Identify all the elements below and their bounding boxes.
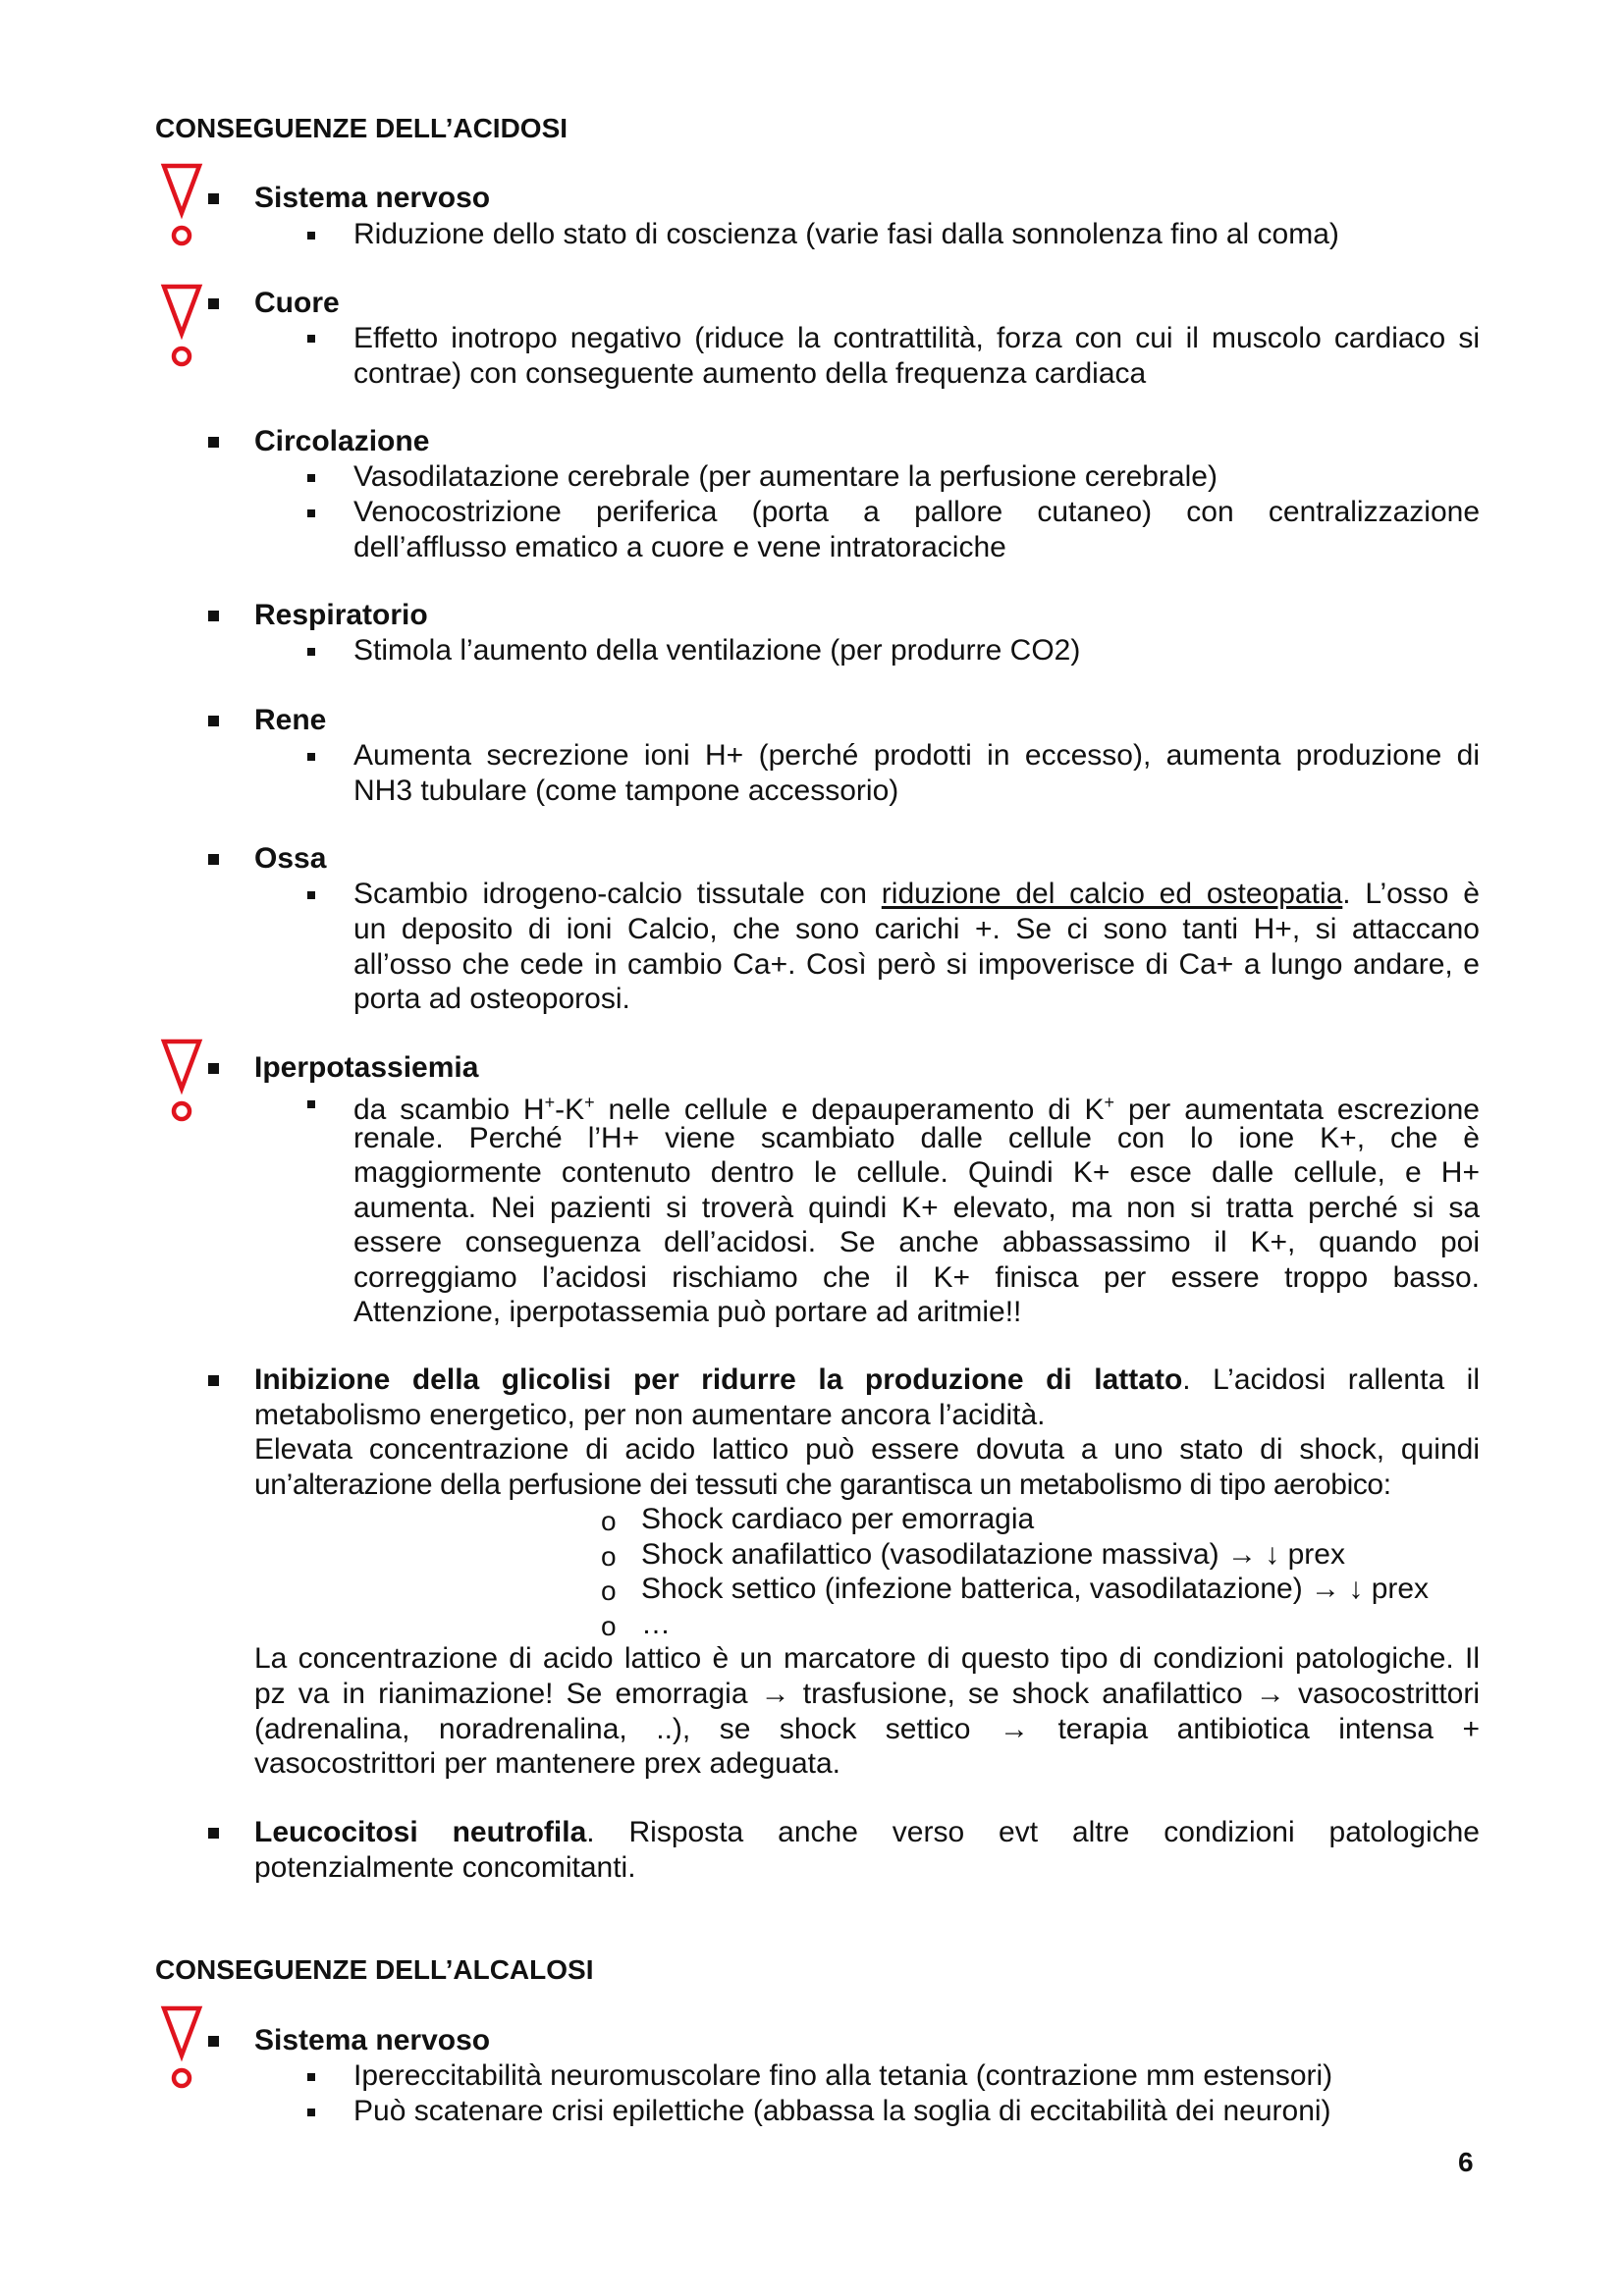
text-line: Ipereccitabilità neuromuscolare fino alla tetania (contrazione mm estensori) [353, 2059, 1333, 2092]
bullet-square-small [307, 232, 315, 240]
text-line: un deposito di ioni Calcio, che sono carichi +. Se ci sono tanti H+, si attaccano [353, 913, 1480, 945]
warning-icon [160, 2002, 203, 2091]
page-number: 6 [1458, 2147, 1474, 2177]
text-line: Scambio idrogeno-calcio tissutale con riduzione del calcio ed osteopatia. L’osso è [353, 878, 1480, 910]
bullet-square-small [307, 2073, 315, 2081]
text-line: Inibizione della glicolisi per ridurre la produzione di lattato. L’acidosi rallenta il [254, 1363, 1480, 1396]
text-line: dell’afflusso ematico a cuore e vene intratoraciche [353, 531, 1006, 563]
heading-sistema-nervoso-alcalosi: Sistema nervoso [254, 2024, 491, 2056]
warning-icon [160, 281, 203, 369]
bullet-square-small [307, 648, 315, 656]
text-line: pz va in rianimazione! Se emorragia → trasfusione, se shock anafilattico → vasocostrittori [254, 1678, 1480, 1710]
text-line: Venocostrizione periferica (porta a pallore cutaneo) con centralizzazione [353, 496, 1480, 528]
bullet-square [208, 611, 219, 621]
text-line: vasocostrittori per mantenere prex adeguata. [254, 1747, 840, 1780]
text-line: un’alterazione della perfusione dei tessuti che garantisca un metabolismo di tipo aerobico: [254, 1468, 1391, 1501]
heading-respiratorio: Respiratorio [254, 599, 428, 631]
text-line: Può scatenare crisi epilettiche (abbassa la soglia di eccitabilità dei neuroni) [353, 2095, 1331, 2127]
text-line: metabolismo energetico, per non aumentare ancora l’acidità. [254, 1399, 1046, 1431]
heading-iperpotassiemia: Iperpotassiemia [254, 1051, 479, 1084]
text-line: potenzialmente concomitanti. [254, 1851, 636, 1884]
text-line: aumenta. Nei pazienti si troverà quindi K+ elevato, ma non si tratta perché si sa [353, 1192, 1480, 1224]
text-line: renale. Perché l’H+ viene scambiato dalle cellule con lo ione K+, che è [353, 1122, 1480, 1154]
text-line: porta ad osteoporosi. [353, 983, 630, 1015]
heading-circolazione: Circolazione [254, 425, 430, 457]
text-line: Attenzione, iperpotassemia può portare ad aritmie!! [353, 1296, 1022, 1328]
heading-cuore: Cuore [254, 287, 340, 319]
bullet-square-small [307, 2109, 315, 2116]
text-line: essere conseguenza dell’acidosi. Se anche abbassassimo il K+, quando poi [353, 1226, 1480, 1258]
bullet-square [208, 298, 219, 309]
bullet-square-small [307, 753, 315, 761]
text-line: (adrenalina, noradrenalina, ..), se shock settico → terapia antibiotica intensa + [254, 1713, 1480, 1745]
list-item: Shock anafilattico (vasodilatazione massiva) → ↓ prex [641, 1538, 1345, 1571]
text-line: Elevata concentrazione di acido lattico può essere dovuta a uno stato di shock, quindi [254, 1433, 1480, 1466]
bullet-square-small [307, 335, 315, 343]
bullet-square [208, 716, 219, 726]
bullet-square [208, 1063, 219, 1074]
warning-icon [160, 160, 203, 248]
section-title-alcalosi: CONSEGUENZE DELL’ALCALOSI [155, 1954, 594, 1985]
text-line: all’osso che cede in cambio Ca+. Così però si impoverisce di Ca+ a lungo andare, e [353, 948, 1480, 981]
bullet-square [208, 193, 219, 204]
heading-sistema-nervoso: Sistema nervoso [254, 182, 491, 214]
bullet-circle: o [601, 1541, 617, 1572]
list-item: Shock settico (infezione batterica, vasodilatazione) → ↓ prex [641, 1573, 1430, 1605]
text-line: La concentrazione di acido lattico è un marcatore di questo tipo di condizioni patologiche. Il [254, 1642, 1480, 1675]
text-line: Vasodilatazione cerebrale (per aumentare la perfusione cerebrale) [353, 460, 1218, 493]
text-line: maggiormente contenuto dentro le cellule. Quindi K+ esce dalle cellule, e H+ [353, 1156, 1480, 1189]
section-title-acidosi: CONSEGUENZE DELL’ACIDOSI [155, 113, 568, 143]
bullet-square [208, 1375, 219, 1386]
heading-rene: Rene [254, 704, 327, 736]
list-item: … [641, 1608, 671, 1640]
bullet-square [208, 854, 219, 865]
text-line: correggiamo l’acidosi rischiamo che il K+ finisca per essere troppo basso. [353, 1261, 1480, 1294]
bullet-square [208, 2036, 219, 2047]
text-line: Leucocitosi neutrofila. Risposta anche verso evt altre condizioni patologiche [254, 1816, 1480, 1848]
text-line: contrae) con conseguente aumento della frequenza cardiaca [353, 357, 1147, 390]
text-line: da scambio H+-K+ nelle cellule e depauperamento di K+ per aumentata escrezione [353, 1093, 1480, 1126]
bullet-square-small [307, 891, 315, 899]
underlined-text: riduzione del calcio ed osteopatia [881, 878, 1343, 910]
text-line: NH3 tubulare (come tampone accessorio) [353, 774, 899, 807]
bullet-square-small [307, 1100, 315, 1108]
warning-icon [160, 1036, 203, 1124]
text-line: Effetto inotropo negativo (riduce la contrattilità, forza con cui il muscolo cardiaco si [353, 322, 1480, 354]
heading-ossa: Ossa [254, 842, 327, 875]
bullet-square [208, 1828, 219, 1839]
bullet-circle: o [601, 1575, 617, 1606]
bold-heading: Inibizione della glicolisi per ridurre la produzione di lattato [254, 1363, 1183, 1396]
bold-heading: Leucocitosi neutrofila [254, 1816, 587, 1848]
bullet-square [208, 437, 219, 448]
list-item: Shock cardiaco per emorragia [641, 1503, 1035, 1535]
bullet-square-small [307, 509, 315, 517]
text-line: Riduzione dello stato di coscienza (varie fasi dalla sonnolenza fino al coma) [353, 218, 1339, 250]
text-line: Stimola l’aumento della ventilazione (per produrre CO2) [353, 634, 1081, 667]
bullet-square-small [307, 474, 315, 482]
bullet-circle: o [601, 1611, 617, 1641]
text-line: Aumenta secrezione ioni H+ (perché prodotti in eccesso), aumenta produzione di [353, 739, 1480, 772]
bullet-circle: o [601, 1506, 617, 1536]
